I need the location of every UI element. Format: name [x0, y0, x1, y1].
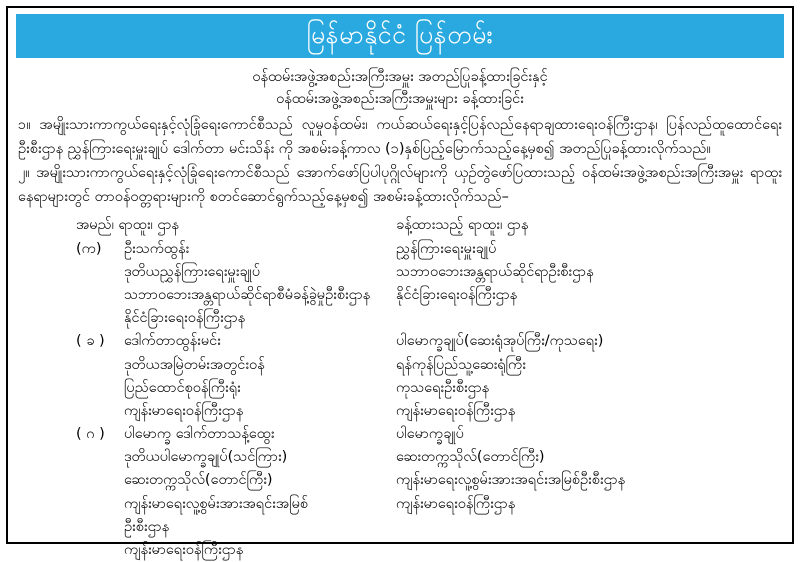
entry-left-line: ပြည်ထောင်စုဝန်ကြီးရုံး — [124, 379, 241, 396]
table-row — [76, 330, 784, 423]
entry-left-line: ဒုတိယပါမောက္ခချုပ်(သင်ကြား) — [124, 449, 288, 466]
entry-right-line — [396, 539, 784, 562]
entry-left-line: ကျန်းမာရေးလူ့စွမ်းအားအရင်းအမြစ် — [124, 495, 309, 512]
entry-label-spacer — [76, 284, 124, 307]
entry-label: ( ဂ ) — [76, 426, 105, 443]
entry-left-line: ပါမောက္ခ ဒေါက်တာသန့်ထွေး — [124, 426, 275, 443]
column-header-left: အမည်၊ ရာထူး၊ ဌာန — [76, 217, 179, 234]
entry-left-line: ဦးသက်ထွန်း — [124, 240, 190, 257]
entry-label-spacer — [76, 400, 124, 423]
entry-left-line: ဒေါက်တာထွန်းမင်း — [124, 333, 221, 350]
entry-right-line — [396, 516, 784, 539]
entry-label-spacer — [76, 469, 124, 492]
entry-label-spacer — [76, 493, 124, 516]
gazette-banner — [16, 14, 784, 58]
entry-right-line: ညွှန်ကြားရေးမှူးချုပ် — [396, 240, 497, 257]
document-frame — [6, 6, 794, 558]
entry-right-line: ဆေးတက္ကသိုလ်(တောင်ကြီး) — [396, 449, 545, 466]
entry-left-line: ကျန်းမာရေးဝန်ကြီးဌာန — [124, 402, 244, 419]
entry-right-line: ကုသရေးဦးစီးဌာန — [396, 379, 490, 396]
entry-right-line: ကျန်းမာရေးဝန်ကြီးဌာန — [396, 495, 516, 512]
subheading — [16, 66, 784, 111]
entry-left-line: ကျန်းမာရေးဝန်ကြီးဌာန — [124, 542, 244, 558]
entry-label-spacer — [76, 516, 124, 539]
appointment-table — [16, 214, 784, 562]
paragraph-1: ၁။ အမျိုးသားကာကွယ်ရေးနှင့်လုံခြုံရေးကောင်စီသည် လူမှုဝန်ထမ်း၊ ကယ်ဆယ်ရေးနှင့်ပြန်လည်နေရာချထားရေးဝန်ကြီးဌာန၊ ပြန်လည်ထူထောင်ရေးဦးစီးဌာန ညွှန်ကြားရေးမှူးချုပ် ဒေါက်တာ မင်းသိန်း ကို အစမ်းခန့်ကာလ (၁)နှစ်ပြည့်မြောက်သည့်နေ့မှစ၍ အတည်ပြုခန့်ထားလိုက်သည်။ — [18, 117, 782, 157]
entry-right-line: ရန်ကုန်ပြည်သူ့ဆေးရုံကြီး — [396, 356, 526, 373]
gazette-title: မြန်မာနိုင်ငံ ပြန်တမ်း — [306, 20, 494, 49]
entry-right-line: ကျန်းမာရေးလူ့စွမ်းအားအရင်းအမြစ်ဦးစီးဌာန — [396, 472, 626, 489]
entry-label: ( ခ ) — [76, 333, 105, 350]
entry-right-line — [396, 307, 784, 330]
entry-label-spacer — [76, 446, 124, 469]
entry-right-line: သဘာဝဘေးအန္တရာယ်ဆိုင်ရာဦးစီးဌာန — [396, 263, 594, 280]
paragraph-2: ၂။ အမျိုးသားကာကွယ်ရေးနှင့်လုံခြုံရေးကောင်စီသည် အောက်ဖော်ပြပါပုဂ္ဂိုလ်များကို ယှဉ်တွဲဖော်ပြထားသည့် ဝန်ထမ်းအဖွဲ့အစည်းအကြီးအမှူး ရာထူးနေရာများတွင် တာဝန်ဝတ္တရားများကို စတင်ဆောင်ရွက်သည့်နေ့မှစ၍ အစမ်းခန့်ထားလိုက်သည်– — [18, 165, 782, 205]
entry-label-spacer — [76, 307, 124, 330]
entry-right-line: ပါမောက္ခချုပ်(ဆေးရုံအုပ်ကြီး/ကုသရေး) — [396, 333, 604, 350]
entry-label-spacer — [76, 539, 124, 562]
entry-left-line: သဘာဝဘေးအန္တရာယ်ဆိုင်ရာစီမံခန့်ခွဲမှုဦးစီးဌာန — [124, 286, 371, 303]
entry-label-spacer — [76, 261, 124, 284]
entry-left-line: ဒုတိယအမြဲတမ်းအတွင်းဝန် — [124, 356, 265, 373]
entry-label: (က) — [76, 240, 102, 257]
table-row — [76, 423, 784, 562]
entry-right-line: ပါမောက္ခချုပ် — [396, 426, 464, 443]
column-header-right: ခန့်ထားသည့် ရာထူး၊ ဌာန — [396, 217, 529, 234]
subheading-line-2: ဝန်ထမ်းအဖွဲ့အစည်းအကြီးအမှူးများ ခန့်ထားခြင်း — [276, 90, 524, 107]
entry-right-line: ကျန်းမာရေးဝန်ကြီးဌာန — [396, 402, 516, 419]
subheading-line-1: ဝန်ထမ်းအဖွဲ့အစည်းအကြီးအမှူး အတည်ပြုခန့်ထားခြင်းနှင့် — [252, 68, 548, 85]
entry-label-spacer — [76, 377, 124, 400]
entry-left-line: ဆေးတက္ကသိုလ်(တောင်ကြီး) — [124, 472, 273, 489]
entry-label-spacer — [76, 354, 124, 377]
table-header-row — [76, 214, 784, 237]
table-row — [76, 238, 784, 331]
entry-left-line: ဒုတိယညွှန်ကြားရေးမှူးချုပ် — [124, 263, 261, 280]
entry-right-line: နိုင်ငံခြားရေးဝန်ကြီးဌာန — [396, 286, 518, 303]
entry-left-line: ဦးစီးဌာန — [124, 518, 170, 535]
entry-left-line: နိုင်ငံခြားရေးဝန်ကြီးဌာန — [124, 310, 246, 327]
